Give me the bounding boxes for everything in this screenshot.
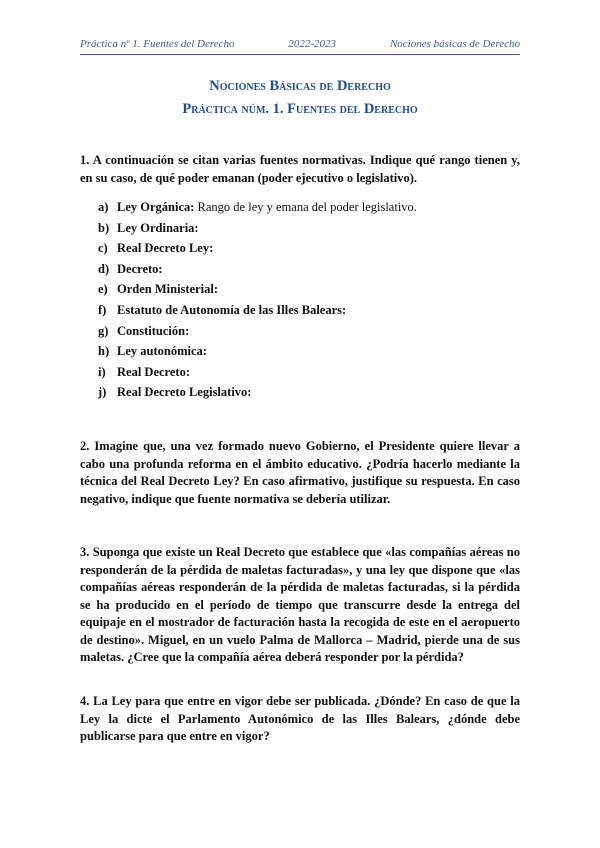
item-term: Decreto:: [117, 261, 163, 276]
item-letter: g): [98, 323, 109, 338]
item-term: Real Decreto Legislativo:: [117, 385, 252, 400]
list-item: [98, 323, 417, 344]
item-letter: i): [98, 364, 106, 379]
list-item: [98, 302, 417, 323]
list-item: [98, 220, 417, 241]
list-item: [98, 364, 417, 385]
list-item: [98, 240, 417, 261]
item-letter: e): [98, 282, 108, 297]
item-letter: h): [98, 344, 110, 359]
item-term: Real Decreto Ley:: [117, 241, 214, 256]
list-item: [98, 281, 417, 302]
list-item: [98, 384, 417, 405]
item-letter: b): [98, 220, 110, 235]
header-right: Nociones básicas de Derecho: [389, 38, 520, 50]
list-item: [98, 343, 417, 364]
item-term: Ley Ordinaria:: [117, 220, 199, 235]
item-term: Orden Ministerial:: [117, 282, 219, 297]
question-4: 4. La Ley para que entre en vigor debe ser publicada. ¿Dónde? En caso de que la Ley la dicte el Parlamento Autonómico de las Illes Balears, ¿dónde debe publicarse para que entre en vigor?: [80, 694, 520, 743]
list-item: [98, 261, 417, 282]
sources-list: [98, 199, 417, 405]
item-term: Ley autonómica:: [117, 344, 207, 359]
page-header: [80, 38, 520, 55]
item-term: Constitución:: [117, 323, 190, 338]
item-letter: a): [98, 200, 109, 214]
header-center: 2022-2023: [288, 38, 337, 50]
item-term: Real Decreto:: [117, 364, 190, 379]
item-answer: Rango de ley y emana del poder legislativo.: [194, 200, 417, 214]
question-1: 1. A continuación se citan varias fuentes normativas. Indique qué rango tienen y, en su caso, de qué poder emanan (poder ejecutivo o legislativo).: [80, 153, 520, 185]
item-term: Ley Orgánica:: [117, 200, 195, 214]
item-letter: d): [98, 261, 110, 276]
list-item: [98, 199, 417, 220]
question-2: 2. Imagine que, una vez formado nuevo Gobierno, el Presidente quiere llevar a cabo una profunda reforma en el ámbito educativo. ¿Podría hacerlo mediante la técnica del Real Decreto Ley? En caso afirmativo, justifique su respuesta. En caso negativo, indique que fuente normativa se debería utilizar.: [80, 439, 520, 506]
header-left: Práctica nº 1. Fuentes del Derecho: [80, 38, 235, 50]
item-letter: j): [98, 385, 107, 400]
question-3: 3. Suponga que existe un Real Decreto que establece que «las compañías aéreas no responderán de la pérdida de maletas facturadas», y una ley que dispone que «las compañías aéreas responderán de la pérdida de maletas facturadas, si la pérdida se ha producido en el período de tiempo que transcurre desde la entrega del equipaje en el mostrador de facturación hasta la recogida de este en el aeropuerto de destino». Miguel, en un vuelo Palma de Mallorca – Madrid, pierde una de sus maletas. ¿Cree que la compañía aérea deberá responder por la pérdida?: [80, 545, 520, 664]
item-letter: f): [98, 302, 107, 317]
item-letter: c): [98, 241, 108, 256]
document-title: Nociones Básicas de Derecho: [209, 78, 391, 94]
item-term: Estatuto de Autonomía de las Illes Balears:: [117, 302, 347, 317]
document-subtitle: Práctica núm. 1. Fuentes del Derecho: [182, 101, 418, 117]
